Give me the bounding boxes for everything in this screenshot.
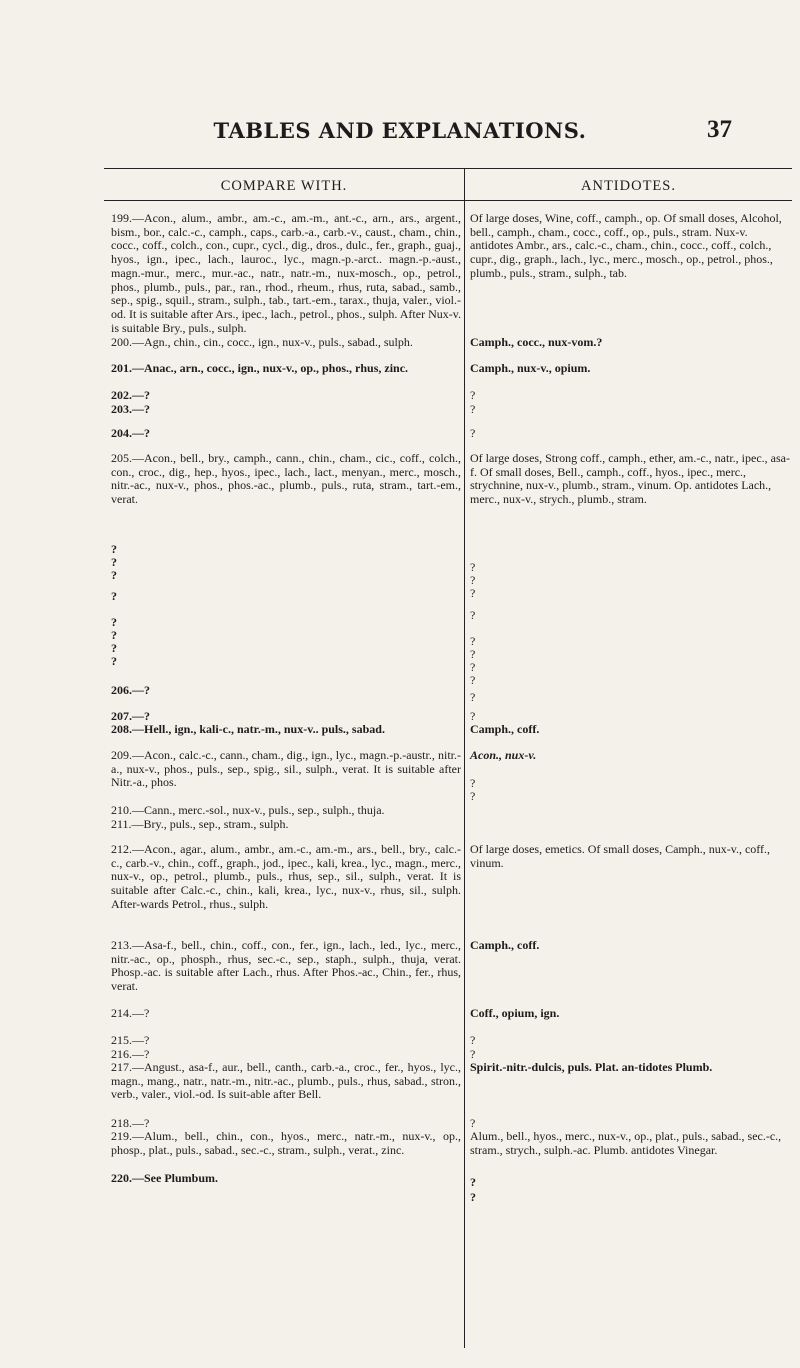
entry-199: 199.—Acon., alum., ambr., am.-c., am.-m., ant.-c., arn., ars., argent., bism., bor., calc.-c., camph., caps., carb.-a., carb.-v., caust., cham., chin., cocc., coff., colch., con., cupr., cycl., dig., dros., dulc., fer., graph., guaj., hyos., ign., ipec., lach., lauroc., lyc., magn.-p.-arct.. magn.-p.-aust., magn.-mur., merc., mur.-ac., natr., natr.-m., nux-mosch., op., petrol., phos., plumb., puls., par., ran., rhod., rheum., rhus, ruta, sabad., samb., sep., spig., squil., stram., sulph., tab., tart.-em., tarax., thuja, valer., viol.-od. It is suitable after Ars., ipec., lach., petrol., phos., sulph. After Nux-v. is suitable Bry., puls., sulph. [111,211,461,335]
question-mark: ? [470,690,476,704]
antidote-212: Of large doses, emetics. Of small doses, Camph., nux-v., coff., vinum. [470,842,771,870]
entry-214: 214.—? [111,1006,150,1020]
entry-213: 213.—Asa-f., bell., chin., coff., con., fer., ign., lach., led., lyc., merc., nitr.-ac., op., phosph., rhus, sec.-c., sep., staph., sulph., thuja, verat. Phosp.-ac. is suitable after Lach., rhus. After Phos.-ac., Chin., fer., rhus, verat. [111,938,461,994]
entry-218: 218.—? [111,1116,150,1130]
antidote-209: Acon., nux-v. [470,748,537,762]
compare-heading: COMPARE WITH. [220,178,348,194]
question-mark: ? [470,1116,476,1130]
question-mark: ? [111,641,117,655]
entry-207: 207.—? [111,709,150,723]
heading-rule [104,200,792,201]
question-mark: ? [470,660,476,674]
antidote-219: Alum., bell., hyos., merc., nux-v., op., plat., puls., sabad., sec.-c., stram., strych., sulph.-ac. Plumb. antidotes Vinegar. [470,1129,782,1157]
antidote-200: Camph., cocc., nux-vom.? [470,335,603,349]
entry-212: 212.—Acon., agar., alum., ambr., am.-c., am.-m., ars., bell., bry., calc.-c., carb.-v., chin., coff., graph., jod., ipec., kali, krea., lyc., magn., merc., nux-v., op., petrol., plumb., puls., rhus, sep., sil., sulph., verat. It is suitable after Calc.-c., chin., kali, krea., lyc., nux-v., rhus, sil., sulph. After-wards Petrol., rhus., sulph. [111,842,461,911]
question-mark: ? [111,555,117,569]
question-mark: ? [111,654,117,668]
entry-200: 200.—Agn., chin., cin., cocc., ign., nux-v., puls., sabad., sulph. [111,335,413,349]
question-mark: ? [470,388,476,402]
antidote-217: Spirit.-nitr.-dulcis, puls. Plat. an-tidotes Plumb. [470,1060,713,1074]
question-mark: ? [470,709,476,723]
entry-215: 215.—? [111,1033,150,1047]
question-mark: ? [111,568,117,582]
entry-220: 220.—See Plumbum. [111,1171,219,1185]
question-mark: ? [470,560,476,574]
question-mark: ? [470,586,476,600]
question-mark: ? [111,589,117,603]
entry-219: 219.—Alum., bell., chin., con., hyos., merc., natr.-m., nux-v., op., phosp., plat., puls., sabad., sec.-c., stram., sulph., verat., zinc. [111,1129,461,1157]
question-mark: ? [470,634,476,648]
entry-209: 209.—Acon., calc.-c., cann., cham., dig., ign., lyc., magn.-p.-austr., nitr.-a., nux-v., phos., puls., sep., spig., sil., sulph., verat. It is suitable after Nitr.-a., phos. [111,748,461,790]
question-mark: ? [470,608,476,622]
question-mark: ? [111,615,117,629]
page-header [0,118,800,144]
question-mark: ? [111,628,117,642]
question-mark: ? [470,1047,476,1061]
entry-210: 210.—Cann., merc.-sol., nux-v., puls., sep., sulph., thuja. [111,803,385,817]
page-number: 37 [707,116,732,143]
entry-211: 211.—Bry., puls., sep., stram., sulph. [111,817,289,831]
column-divider [464,168,465,1348]
entry-217: 217.—Angust., asa-f., aur., bell., canth., carb.-a., croc., fer., hyos., lyc., magn., mang., natr., natr.-m., nitr.-ac., plumb., puls., rhus, sabad., stron., verb., valer., viol.-od. Is suit-able after Bell. [111,1060,461,1102]
question-mark: ? [470,426,476,440]
running-title: TABLES AND EXPLANATIONS. [213,118,587,143]
antidote-213: Camph., coff. [470,938,540,952]
entry-208: 208.—Hell., ign., kali-c., natr.-m., nux-v.. puls., sabad. [111,722,385,736]
antidote-208: Camph., coff. [470,722,540,736]
question-mark: ? [111,542,117,556]
entry-216: 216.—? [111,1047,150,1061]
entry-203: 203.—? [111,402,150,416]
antidote-214: Coff., opium, ign. [470,1006,560,1020]
question-mark: ? [470,647,476,661]
entry-202: 202.—? [111,388,150,402]
question-mark: ? [470,789,476,803]
question-mark: ? [470,673,476,687]
entry-205: 205.—Acon., bell., bry., camph., cann., chin., cham., cic., coff., colch., con., croc., dig., hep., hyos., ipec., lach., lact., menyan., merc., mosch., nitr.-ac., nux-v., phos., phos.-ac., plumb., puls., ruta, stram., tart.-em., verat. [111,451,461,507]
question-mark: ? [470,402,476,416]
entry-201: 201.—Anac., arn., cocc., ign., nux-v., op., phos., rhus, zinc. [111,361,409,375]
question-mark: ? [470,1175,476,1189]
antidotes-heading: ANTIDOTES. [581,178,676,194]
question-mark: ? [470,573,476,587]
antidote-205: Of large doses, Strong coff., camph., ether, am.-c., natr., ipec., asa-f. Of small doses, Bell., camph., coff., hyos., ipec., merc., strychnine, nux-v., plumb., stram., vinum. Op. antidotes Lach., merc., nux-v., strych., plumb., stram. [470,451,790,507]
question-mark: ? [470,1033,476,1047]
antidote-201: Camph., nux-v., opium. [470,361,591,375]
top-rule [104,168,792,169]
antidote-199: Of large doses, Wine, coff., camph., op. Of small doses, Alcohol, bell., camph., cham., cocc., coff., op., puls., stram. Nux-v. antidotes Ambr., ars., calc.-c., cham., chin., cocc., coff., colch., cupr., dig., graph., lach., lyc., merc., mosch., op., petrol., phos., plumb., puls., stram., sulph., tab. [470,211,782,280]
entry-206: 206.—? [111,683,150,697]
entry-204: 204.—? [111,426,150,440]
question-mark: ? [470,1190,476,1204]
question-mark: ? [470,776,476,790]
